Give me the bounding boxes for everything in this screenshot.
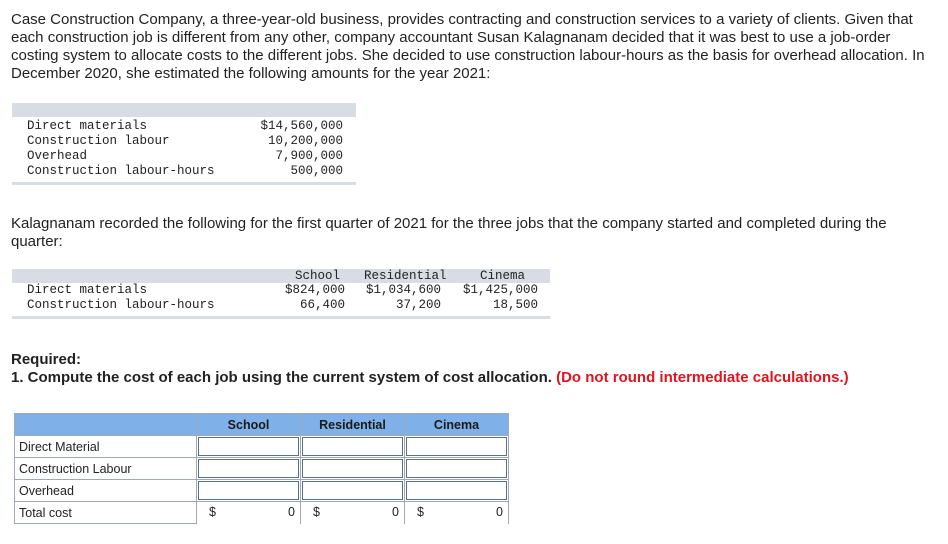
estimate-label: Overhead (27, 149, 88, 163)
estimate-value: 10,200,000 (267, 134, 343, 148)
job-value: $824,000 (284, 283, 345, 297)
residential-direct-material-input[interactable] (302, 437, 403, 456)
job-value: 37,200 (395, 298, 441, 312)
estimate-label: Construction labour-hours (27, 164, 215, 178)
jobs-table (12, 269, 550, 319)
answer-header-row (15, 414, 509, 436)
residential-total-value: 0 (392, 505, 399, 519)
job-row-label: Direct materials (27, 283, 148, 297)
school-total-value: 0 (288, 505, 295, 519)
job-value: $1,425,000 (462, 283, 538, 297)
table-row (12, 283, 550, 298)
school-direct-material-input[interactable] (198, 437, 299, 456)
job-value: 66,400 (299, 298, 345, 312)
table-footer-bar (12, 316, 550, 319)
col-header-cinema: Cinema (405, 414, 509, 436)
cinema-overhead-input[interactable] (406, 481, 507, 500)
job-value: 18,500 (492, 298, 538, 312)
cinema-construction-labour-input[interactable] (406, 459, 507, 478)
first-quarter-text: Kalagnanam recorded the following for the first quarter of 2021 for the three jobs that the company started and completed during the quarter: (11, 215, 887, 250)
estimate-value: $14,560,000 (260, 119, 343, 133)
table-row (12, 164, 356, 179)
school-overhead-input[interactable] (198, 481, 299, 500)
residential-construction-labour-input[interactable] (302, 459, 403, 478)
currency-symbol: $ (313, 505, 320, 519)
table-row (12, 134, 356, 149)
col-header-school: School (197, 414, 301, 436)
school-total-cell (197, 502, 301, 524)
table-footer-bar (12, 182, 356, 185)
residential-total-cell (301, 502, 405, 524)
col-header-cinema: Cinema (480, 269, 526, 283)
total-row (15, 502, 509, 524)
row-label-total-cost: Total cost (15, 502, 197, 524)
problem-intro: Case Construction Company, a three-year-old business, provides contracting and construction services to a variety of clients. Given that each construction job is different from any other, company accountant Susan Kalagnanam decided that it was best to use a job-order costing system to allocate costs to the different jobs. She decided to use construction labour-hours as the basis for overhead allocation. In December 2020, she estimated the following amounts for the year 2021: (11, 11, 925, 82)
job-row-label: Construction labour-hours (27, 298, 215, 312)
required-section (11, 351, 849, 387)
job-value: $1,034,600 (365, 283, 441, 297)
cinema-total-cell (405, 502, 509, 524)
currency-symbol: $ (209, 505, 216, 519)
estimate-label: Construction labour (27, 134, 170, 148)
blank-header (15, 414, 197, 436)
row-label-direct-material: Direct Material (15, 436, 197, 458)
cinema-direct-material-input[interactable] (406, 437, 507, 456)
table-row (12, 149, 356, 164)
required-heading: Required: (11, 351, 82, 368)
estimates-table (12, 103, 356, 185)
estimate-label: Direct materials (27, 119, 148, 133)
row-label-construction-labour: Construction Labour (15, 458, 197, 480)
col-header-school: School (295, 269, 341, 283)
table-header-bar (12, 103, 356, 117)
table-row (15, 480, 509, 502)
currency-symbol: $ (417, 505, 424, 519)
table-row (12, 298, 550, 313)
jobs-header-row (12, 269, 550, 283)
table-row (15, 436, 509, 458)
estimate-value: 500,000 (290, 164, 343, 178)
row-label-overhead: Overhead (15, 480, 197, 502)
table-row (12, 119, 356, 134)
col-header-residential: Residential (364, 269, 447, 283)
school-construction-labour-input[interactable] (198, 459, 299, 478)
residential-overhead-input[interactable] (302, 481, 403, 500)
table-row (15, 458, 509, 480)
estimate-value: 7,900,000 (275, 149, 343, 163)
col-header-residential: Residential (301, 414, 405, 436)
required-note: (Do not round intermediate calculations.) (556, 369, 849, 386)
answer-table (14, 413, 509, 524)
required-item: 1. Compute the cost of each job using the current system of cost allocation. (11, 369, 552, 386)
cinema-total-value: 0 (496, 505, 503, 519)
